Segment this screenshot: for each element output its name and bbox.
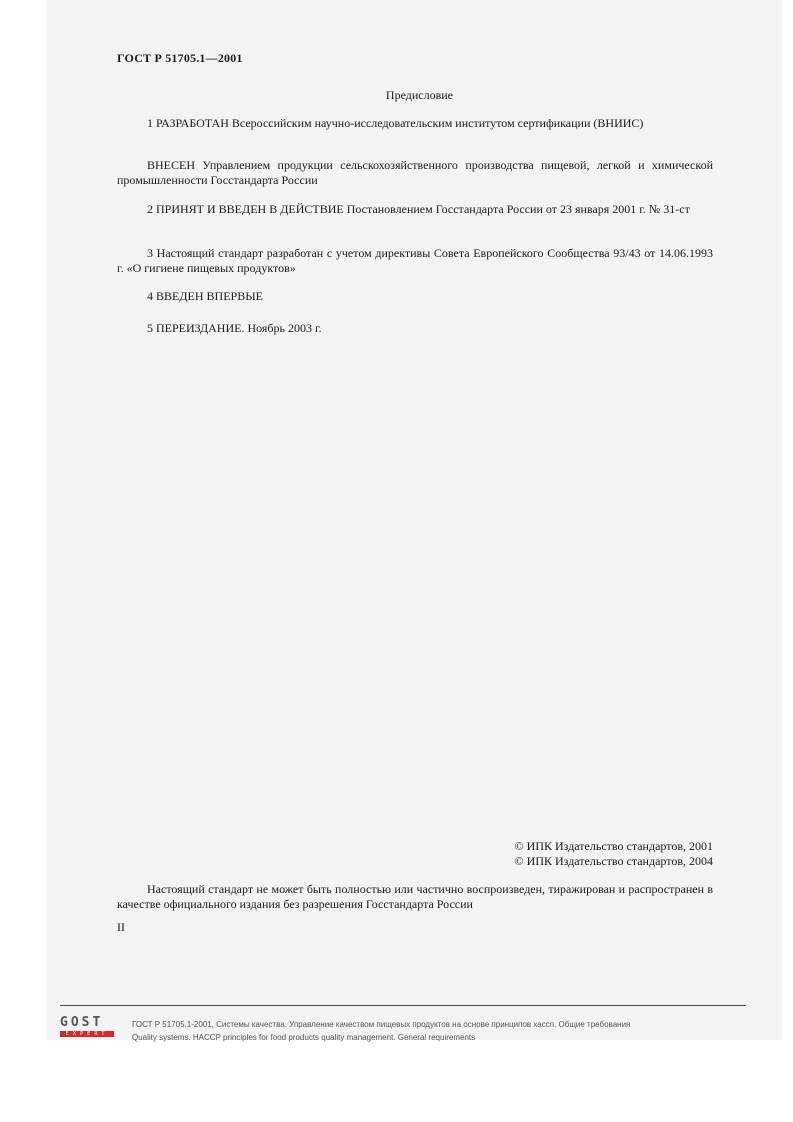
footer-line-en: Quality systems. HACCP principles for food products quality management. General requirements	[132, 1033, 476, 1042]
paragraph-3: 2 ПРИНЯТ И ВВЕДЕН В ДЕЙСТВИЕ Постановлением Госстандарта России от 23 января 2001 г. № 31-ст	[147, 202, 690, 216]
copyright-line-2004: © ИПК Издательство стандартов, 2004	[514, 854, 713, 868]
paragraph-4: 3 Настоящий стандарт разработан с учетом директивы Совета Европейского Сообщества 93/43 от 14.06.1993 г. «О гигиене пищевых продуктов»	[117, 246, 713, 275]
reproduction-notice: Настоящий стандарт не может быть полностью или частично воспроизведен, тиражирован и распространен в качестве официального издания без разрешения Госстандарта России	[117, 882, 713, 911]
gost-expert-logo	[60, 1016, 114, 1040]
copyright-line-2001: © ИПК Издательство стандартов, 2001	[514, 839, 713, 853]
paragraph-2: ВНЕСЕН Управлением продукции сельскохозяйственного производства пищевой, легкой и химической промышленности Госстандарта России	[117, 158, 713, 187]
footer-line-ru: ГОСТ Р 51705.1-2001, Системы качества. Управление качеством пищевых продуктов на основе принципов хассп. Общие требования	[132, 1020, 631, 1029]
section-title-wrapper	[117, 88, 713, 103]
paragraph-6: 5 ПЕРЕИЗДАНИЕ. Ноябрь 2003 г.	[147, 321, 322, 335]
copyright-block	[430, 839, 713, 869]
page-number: II	[117, 920, 125, 934]
section-title: Предисловие	[385, 88, 453, 102]
document-code: ГОСТ Р 51705.1—2001	[117, 51, 243, 65]
footer-description	[132, 1018, 752, 1044]
logo-text-top: GOST	[60, 1015, 104, 1030]
logo-text-bottom: EXPERT	[60, 1031, 114, 1037]
paragraph-5: 4 ВВЕДЕН ВПЕРВЫЕ	[147, 289, 263, 303]
footer-divider	[60, 1005, 746, 1006]
paragraph-1: 1 РАЗРАБОТАН Всероссийским научно-исследовательским институтом сертификации (ВНИИС)	[147, 116, 644, 130]
